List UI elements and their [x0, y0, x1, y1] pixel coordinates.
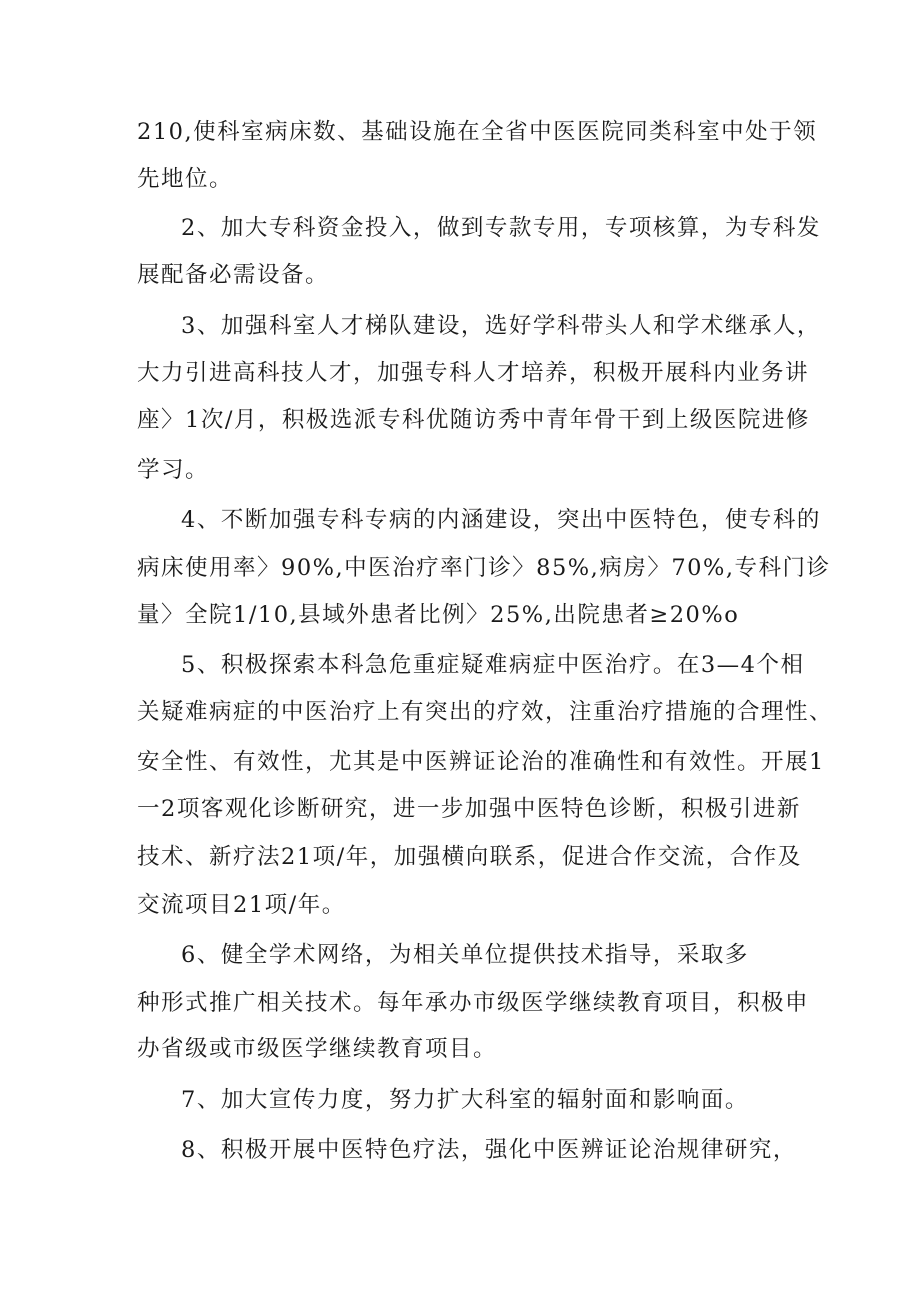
text-line: 210,使科室病床数、基础设施在全省中医医院同类科室中处于领: [137, 119, 818, 145]
text-line: 学习。: [137, 457, 210, 483]
text-line: 6、健全学术网络，为相关单位提供技术指导，采取多: [181, 942, 749, 968]
text-line: 量〉全院1/10,县域外患者比例〉25%,出院患者≥20%o: [137, 602, 740, 628]
text-line: 一2项客观化诊断研究，进一步加强中医特色诊断，积极引进新: [137, 796, 801, 822]
text-line: 关疑难病症的中医治疗上有突出的疗效，注重治疗措施的合理性、: [137, 699, 834, 725]
text-line: 3、加强科室人才梯队建设，选好学科带头人和学术继承人，: [181, 313, 821, 339]
text-line: 座〉1次/月，积极选派专科优随访秀中青年骨干到上级医院进修: [137, 407, 810, 433]
text-line: 7、加大宣传力度，努力扩大科室的辐射面和影响面。: [181, 1087, 749, 1113]
text-line: 4、不断加强专科专病的内涵建设，突出中医特色，使专科的: [181, 507, 821, 533]
text-line: 交流项目21项/年。: [137, 892, 346, 918]
text-line: 安全性、有效性，尤其是中医辨证论治的准确性和有效性。开展1: [137, 749, 825, 775]
text-line: 办省级或市级医学继续教育项目。: [137, 1036, 498, 1062]
text-line: 5、积极探索本科急危重症疑难病症中医治疗。在3—4个相: [181, 652, 805, 678]
text-line: 2、加大专科资金投入，做到专款专用，专项核算，为专科发: [181, 215, 821, 241]
text-line: 种形式推广相关技术。每年承办市级医学继续教育项目，积极申: [137, 990, 810, 1016]
text-line: 展配备必需设备。: [137, 262, 330, 288]
text-line: 大力引进高科技人才，加强专科人才培养，积极开展科内业务讲: [137, 360, 810, 386]
text-line: 病床使用率〉90%,中医治疗率门诊〉85%,病房〉70%,专科门诊: [137, 555, 831, 581]
text-line: 技术、新疗法21项/年，加强横向联系，促进合作交流，合作及: [137, 844, 802, 870]
text-line: 8、积极开展中医特色疗法，强化中医辨证论治规律研究，: [181, 1137, 797, 1163]
text-line: 先地位。: [137, 166, 234, 192]
